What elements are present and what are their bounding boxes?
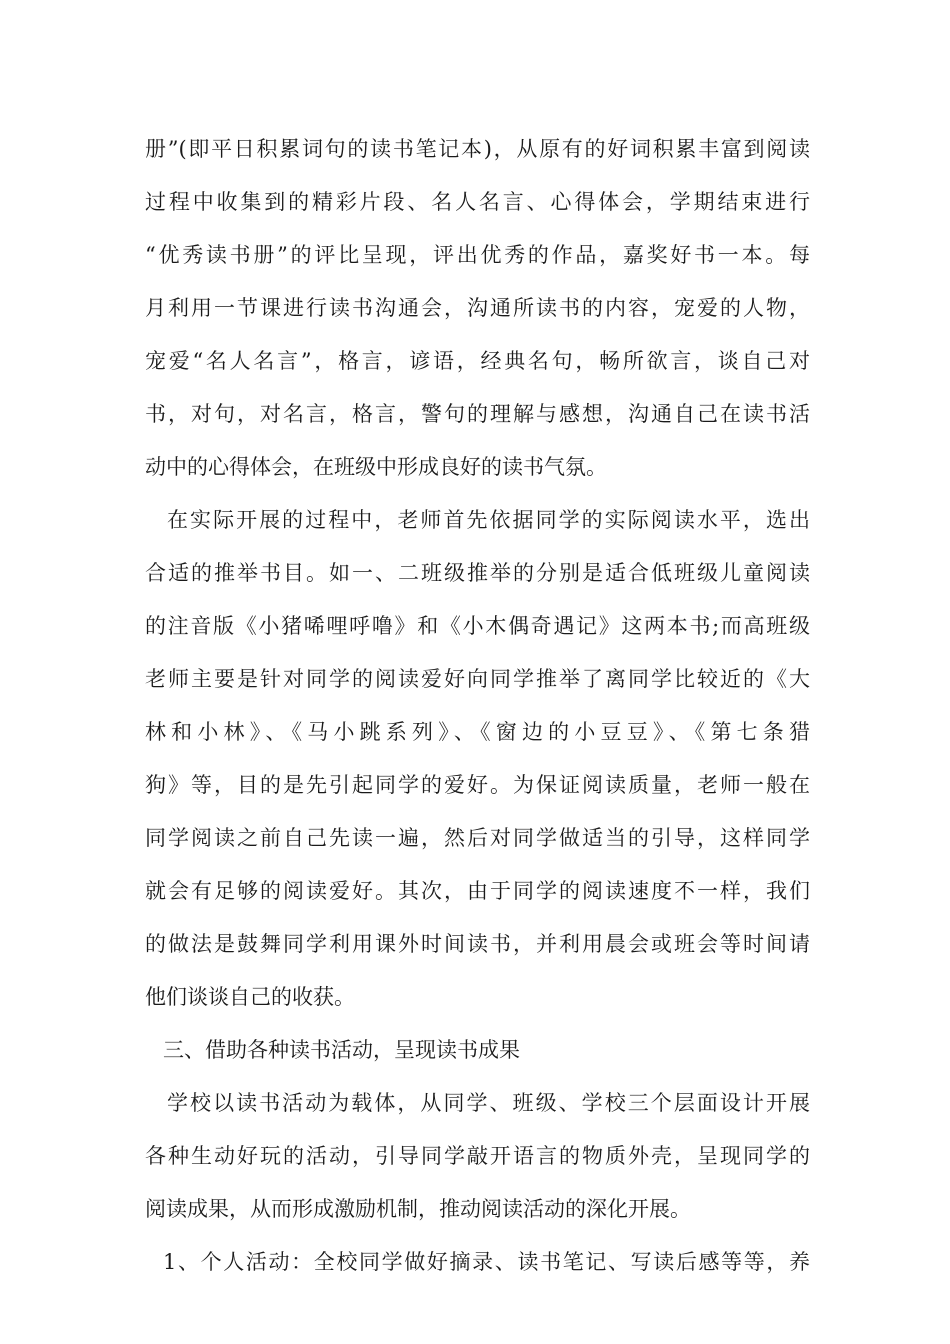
paragraph-line: 的注音版《小猪唏哩呼噜》和《小木偶奇遇记》这两本书;而高班级 — [145, 614, 810, 638]
paragraph-line: 林和小林》、《马小跳系列》、《窗边的小豆豆》、《第七条猎 — [145, 720, 810, 744]
paragraph-line: 狗》等，目的是先引起同学的爱好。为保证阅读质量，老师一般在 — [145, 773, 810, 797]
paragraph-line: 老师主要是针对同学的阅读爱好向同学推举了离同学比较近的《大 — [145, 667, 810, 691]
paragraph-line: 他们谈谈自己的收获。 — [145, 985, 355, 1009]
paragraph-line: 阅读成果，从而形成激励机制，推动阅读活动的深化开展。 — [145, 1197, 691, 1221]
paragraph-line: 在实际开展的过程中，老师首先依据同学的实际阅读水平，选出 — [167, 508, 810, 532]
paragraph-line: 各种生动好玩的活动，引导同学敲开语言的物质外壳，呈现同学的 — [145, 1144, 810, 1168]
paragraph-line: 宠爱“名人名言”，格言，谚语，经典名句，畅所欲言，谈自己对 — [145, 349, 810, 373]
section-heading: 三、借助各种读书活动，呈现读书成果 — [163, 1038, 520, 1062]
paragraph-line: 动中的心得体会，在班级中形成良好的读书气氛。 — [145, 455, 607, 479]
paragraph-line: “优秀读书册”的评比呈现，评出优秀的作品，嘉奖好书一本。每 — [145, 243, 810, 267]
paragraph-line: 1、个人活动：全校同学做好摘录、读书笔记、写读后感等等，养 — [163, 1250, 810, 1274]
paragraph-line: 合适的推举书目。如一、二班级推举的分别是适合低班级儿童阅读 — [145, 561, 810, 585]
paragraph-line: 月利用一节课进行读书沟通会，沟通所读书的内容，宠爱的人物， — [145, 296, 810, 320]
paragraph-line: 书，对句，对名言，格言，警句的理解与感想，沟通自己在读书活 — [145, 402, 810, 426]
paragraph-line: 同学阅读之前自己先读一遍，然后对同学做适当的引导，这样同学 — [145, 826, 810, 850]
paragraph-line: 过程中收集到的精彩片段、名人名言、心得体会，学期结束进行 — [145, 190, 810, 214]
paragraph-line: 就会有足够的阅读爱好。其次，由于同学的阅读速度不一样，我们 — [145, 879, 810, 903]
paragraph-line: 学校以读书活动为载体，从同学、班级、学校三个层面设计开展 — [167, 1091, 810, 1115]
paragraph-line: 册”(即平日积累词句的读书笔记本)，从原有的好词积累丰富到阅读 — [145, 137, 810, 161]
paragraph-line: 的做法是鼓舞同学利用课外时间读书，并利用晨会或班会等时间请 — [145, 932, 810, 956]
